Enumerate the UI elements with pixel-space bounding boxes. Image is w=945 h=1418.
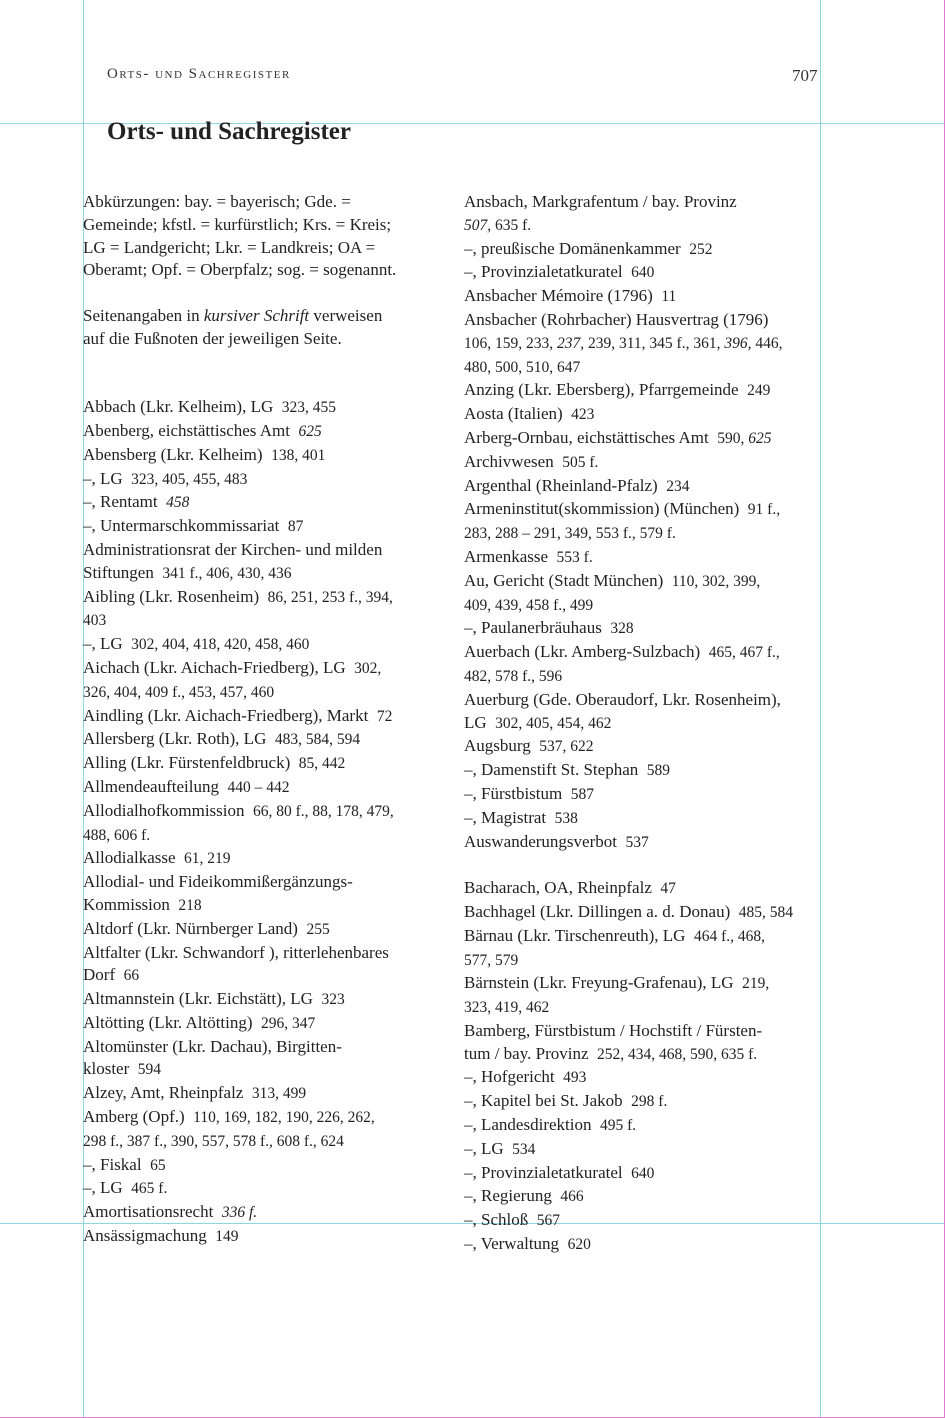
page-reference: 86, 251, 253 f., 394,	[267, 588, 393, 606]
index-entry	[464, 831, 820, 855]
running-head: Orts- und Sachregister	[107, 66, 291, 82]
page-reference: 336 f.	[221, 1204, 258, 1222]
page-reference: 87	[287, 518, 304, 536]
entry-term: Bamberg, Fürstbistum / Hochstift / Fürsten-	[464, 1020, 763, 1040]
index-entry	[83, 657, 438, 705]
entry-term: Augsburg	[464, 736, 531, 756]
abbreviations-line: Abkürzungen: bay. = bayerisch; Gde. =	[83, 192, 351, 211]
index-entry	[83, 515, 438, 539]
page-reference: 446,	[751, 334, 783, 352]
entry-term: Aibling (Lkr. Rosenheim)	[83, 586, 260, 606]
entry-term: Altomünster (Lkr. Dachau), Birgitten-	[83, 1036, 342, 1056]
entry-term: –, Provinzialetatkuratel	[464, 262, 623, 282]
index-entry	[83, 420, 438, 444]
entry-term: –, Damenstift St. Stephan	[464, 760, 639, 780]
entry-term: Kommission	[83, 894, 170, 914]
index-entry	[83, 1012, 438, 1036]
page-reference: 65	[150, 1156, 166, 1174]
page-reference: 640	[631, 264, 655, 282]
page-reference: 110, 302, 399,	[671, 572, 761, 590]
entry-term: Alzey, Amt, Rheinpfalz	[83, 1083, 244, 1103]
entry-term: –, Fürstbistum	[464, 783, 563, 803]
entry-term: –, Rentamt	[83, 492, 158, 512]
entry-term: Abensberg (Lkr. Kelheim)	[83, 444, 263, 464]
index-entry	[464, 238, 820, 262]
page-reference: 72	[376, 707, 393, 725]
entry-term: kloster	[83, 1059, 130, 1079]
page-reference-line	[83, 305, 438, 328]
index-entry	[83, 918, 438, 942]
page-reference: 480, 500, 510, 647	[464, 358, 581, 376]
page-reference: 302,	[354, 659, 382, 677]
page-reference: 493	[563, 1069, 587, 1087]
entry-term: Auerbach (Lkr. Amberg-Sulzbach)	[464, 642, 701, 662]
index-entry	[464, 1162, 820, 1186]
page-reference: 302, 404, 418, 420, 458, 460	[131, 636, 310, 654]
entry-term: Au, Gericht (Stadt München)	[464, 570, 664, 590]
entry-term: LG	[464, 712, 487, 732]
entry-term: Altdorf (Lkr. Nürnberger Land)	[83, 918, 298, 938]
index-entry	[464, 877, 820, 901]
page-reference: 341 f., 406, 430, 436	[162, 564, 292, 582]
page-reference: 625	[298, 422, 322, 440]
index-entry	[464, 451, 820, 475]
index-entries-right	[464, 191, 820, 1257]
page-reference: 298 f., 387 f., 390, 557, 578 f., 608 f., 624	[83, 1132, 344, 1150]
index-entry	[83, 942, 438, 989]
index-entry	[83, 539, 438, 586]
entry-term: Armenkasse	[464, 546, 549, 566]
page-reference: 488, 606 f.	[83, 826, 151, 844]
page-reference: 482, 578 f., 596	[464, 667, 563, 685]
page-reference: 635 f.	[491, 216, 532, 234]
index-entry	[464, 1090, 820, 1114]
entry-term: Aichach (Lkr. Aichach-Friedberg), LG	[83, 657, 346, 677]
page-reference: 423	[571, 406, 595, 424]
page-reference: 47	[660, 880, 676, 898]
entry-term: –, LG	[83, 634, 123, 654]
entry-term: –, Untermarschkommissariat	[83, 516, 280, 536]
index-entry	[83, 444, 438, 468]
page-reference: 323, 419, 462	[464, 999, 550, 1017]
entry-term: Ansässigmachung	[83, 1226, 207, 1246]
entry-term: –, Verwaltung	[464, 1234, 560, 1254]
entry-term: Amortisationsrecht	[83, 1202, 214, 1222]
entry-term: Altmannstein (Lkr. Eichstätt), LG	[83, 989, 313, 1009]
entry-term: Abbach (Lkr. Kelheim), LG	[83, 397, 274, 417]
page-reference: 440 – 442	[227, 778, 290, 796]
page-reference: 538	[554, 809, 578, 827]
index-entry	[83, 847, 438, 871]
entry-term: –, Regierung	[464, 1186, 552, 1206]
index-entry	[464, 972, 820, 1020]
index-entry	[464, 498, 820, 546]
page-reference: 465 f.	[131, 1180, 168, 1198]
entry-term: Allodialhofkommission	[83, 800, 245, 820]
page-reference: 625	[744, 429, 772, 447]
index-entry	[464, 783, 820, 807]
index-entry	[464, 689, 820, 736]
index-entry	[464, 403, 820, 427]
page-reference: 534	[512, 1140, 536, 1158]
index-entry	[83, 491, 438, 515]
page-reference: 110, 169, 182, 190, 226, 262,	[193, 1109, 375, 1127]
index-entry	[83, 988, 438, 1012]
page-reference: 66	[123, 967, 140, 985]
index-entry	[83, 468, 438, 492]
index-entry	[83, 1106, 438, 1154]
index-entry	[83, 1201, 438, 1225]
index-entry	[464, 901, 820, 925]
abbreviations-line: LG = Landgericht; Lkr. = Landkreis; OA =	[83, 237, 376, 257]
page-reference: 296, 347	[261, 1014, 316, 1032]
right-margin-guide	[820, 0, 821, 1418]
page-reference: 640	[631, 1164, 655, 1182]
page-reference: 302, 405, 454, 462	[495, 714, 612, 732]
entry-term: Auerburg (Gde. Oberaudorf, Lkr. Rosenheim),	[464, 689, 781, 709]
page-reference: 483, 584, 594	[274, 731, 361, 749]
entry-term: Arberg-Ornbau, eichstättisches Amt	[464, 427, 709, 447]
page-reference: 553 f.	[556, 548, 593, 566]
index-entry	[464, 1020, 820, 1067]
index-entries-left	[83, 396, 438, 1249]
page-reference: 537, 622	[539, 738, 594, 756]
entry-term: Allodial- und Fideikommißergänzungs-	[83, 872, 353, 892]
index-entry	[83, 633, 438, 657]
page-reference: 466	[560, 1188, 584, 1206]
index-entry	[464, 309, 820, 379]
index-entry	[83, 1154, 438, 1178]
entry-term: –, Hofgericht	[464, 1067, 555, 1087]
note-text: verweisen	[309, 305, 383, 325]
page-reference: 507,	[464, 216, 492, 234]
page-reference: 85, 442	[298, 755, 346, 773]
page-reference: 485, 584	[738, 903, 794, 921]
entry-term: Alling (Lkr. Fürstenfeldbruck)	[83, 753, 291, 773]
page-reference: 323	[321, 991, 345, 1009]
entry-term: Ansbacher Mémoire (1796)	[464, 286, 653, 306]
page-reference: 396,	[720, 334, 752, 352]
index-entry	[464, 735, 820, 759]
letter-section-gap	[464, 854, 820, 877]
index-entry	[464, 759, 820, 783]
abbreviations-note	[83, 191, 438, 282]
page-reference: 255	[306, 920, 330, 938]
page-reference: 149	[215, 1228, 239, 1246]
page-reference: 620	[567, 1236, 591, 1254]
entry-term: Armeninstitut(skommission) (München)	[464, 499, 740, 519]
entry-term: Administrationsrat der Kirchen- und milden	[83, 539, 383, 559]
page-reference: 458	[166, 494, 190, 512]
entry-term: Aosta (Italien)	[464, 404, 563, 424]
page-reference: 495 f.	[599, 1117, 637, 1135]
index-entry	[83, 800, 438, 848]
index-entry	[464, 570, 820, 618]
page-reference: 505 f.	[562, 453, 599, 471]
index-entry	[83, 1177, 438, 1201]
index-entry	[83, 871, 438, 918]
page-reference: 138, 401	[271, 446, 326, 464]
index-entry	[464, 807, 820, 831]
entry-term: Bärnstein (Lkr. Freyung-Grafenau), LG	[464, 973, 734, 993]
page-reference: 409, 439, 458 f., 499	[464, 596, 594, 614]
index-entry	[83, 396, 438, 420]
page-reference: 91 f.,	[747, 501, 781, 519]
page-reference: 252	[689, 240, 713, 258]
entry-term: –, LG	[83, 1178, 123, 1198]
entry-term: –, LG	[83, 468, 123, 488]
page-reference: 66, 80 f., 88, 178, 479,	[253, 802, 394, 820]
page-reference: 313, 499	[251, 1085, 307, 1103]
page-reference: 589	[646, 762, 670, 780]
abbreviations-line: Oberamt; Opf. = Oberpfalz; sog. = sogenannt.	[83, 260, 397, 280]
page-reference: 590,	[717, 429, 745, 447]
entry-term: –, Magistrat	[464, 807, 547, 827]
index-entry	[464, 427, 820, 451]
page-reference: 326, 404, 409 f., 453, 457, 460	[83, 683, 275, 701]
page-reference: 403	[83, 612, 107, 630]
page-reference: 594	[137, 1061, 162, 1079]
page-reference: 249	[747, 382, 771, 400]
entry-term: Allersberg (Lkr. Roth), LG	[83, 729, 267, 749]
index-entry	[83, 728, 438, 752]
page-reference-note	[83, 305, 438, 351]
entry-term: –, Landesdirektion	[464, 1115, 592, 1135]
index-entry	[464, 546, 820, 570]
entry-term: –, Fiskal	[83, 1154, 142, 1174]
page-reference: 237,	[553, 334, 585, 352]
page-reference: 11	[661, 288, 677, 306]
index-entry	[464, 1185, 820, 1209]
entry-term: –, LG	[464, 1138, 504, 1158]
page-reference: 61, 219	[184, 850, 231, 868]
index-entry	[83, 705, 438, 729]
index-entry	[464, 475, 820, 499]
index-entry	[464, 1066, 820, 1090]
entry-term: Argenthal (Rheinland-Pfalz)	[464, 475, 658, 495]
entry-term: Allodialkasse	[83, 848, 176, 868]
entry-term: –, Paulanerbräuhaus	[464, 618, 602, 638]
entry-term: Abenberg, eichstättisches Amt	[83, 420, 290, 440]
index-entry	[83, 586, 438, 634]
page-reference: 577, 579	[464, 951, 519, 969]
entry-term: Allmendeaufteilung	[83, 776, 219, 796]
page-reference: 239, 311, 345 f., 361,	[584, 334, 721, 352]
index-entry	[464, 1233, 820, 1257]
entry-term: Stiftungen	[83, 562, 154, 582]
entry-term: Amberg (Opf.)	[83, 1107, 185, 1127]
page-reference: 587	[570, 785, 594, 803]
page-reference: 328	[610, 620, 634, 638]
index-entry	[464, 1209, 820, 1233]
entry-term: Auswanderungsverbot	[464, 831, 617, 851]
entry-term: –, Kapitel bei St. Jakob	[464, 1091, 623, 1111]
index-entry	[464, 641, 820, 689]
note-italic-text: kursiver Schrift	[203, 305, 310, 325]
index-entry	[83, 1036, 438, 1083]
index-entry	[83, 1225, 438, 1249]
entry-term: Ansbach, Markgrafentum / bay. Provinz	[464, 192, 737, 211]
index-entry	[464, 191, 820, 238]
entry-term: Bacharach, OA, Rheinpfalz	[464, 878, 652, 898]
index-entry	[83, 752, 438, 776]
index-entry	[83, 1082, 438, 1106]
index-entry	[464, 1138, 820, 1162]
entry-term: Archivwesen	[464, 451, 554, 471]
entry-term: –, Provinzialetatkuratel	[464, 1162, 623, 1182]
page-reference: 465, 467 f.,	[708, 644, 780, 662]
index-column-left	[83, 191, 438, 1249]
page-reference: 283, 288 – 291, 349, 553 f., 579 f.	[464, 525, 676, 543]
page-reference: 234	[666, 477, 690, 495]
index-entry	[464, 261, 820, 285]
entry-term: Altötting (Lkr. Altötting)	[83, 1012, 253, 1032]
page-title: Orts- und Sachregister	[107, 118, 351, 145]
index-entry	[464, 379, 820, 403]
page-reference: 218	[178, 896, 202, 914]
page-reference: 323, 405, 455, 483	[131, 470, 248, 488]
index-entry	[464, 285, 820, 309]
page-reference: 464 f., 468,	[693, 927, 765, 945]
entry-term: –, Schloß	[464, 1210, 529, 1230]
entry-term: –, preußische Domänenkammer	[464, 238, 681, 258]
index-entry	[83, 776, 438, 800]
entry-term: tum / bay. Provinz	[464, 1043, 589, 1063]
entry-term: Ansbacher (Rohrbacher) Hausvertrag (1796)	[464, 309, 769, 329]
note-text: Seitenangaben in	[83, 305, 204, 325]
page-reference: 298 f.	[631, 1093, 668, 1111]
entry-term: Bachhagel (Lkr. Dillingen a. d. Donau)	[464, 901, 731, 921]
page-number: 707	[792, 66, 818, 85]
index-entry	[464, 1114, 820, 1138]
abbreviations-line: Gemeinde; kfstl. = kurfürstlich; Krs. = Kreis;	[83, 214, 392, 234]
page-reference: 106, 159, 233,	[464, 334, 554, 352]
page-reference: 219,	[742, 975, 770, 993]
entry-term: Aindling (Lkr. Aichach-Friedberg), Markt	[83, 705, 369, 725]
page-reference: 567	[536, 1212, 560, 1230]
index-column-right	[464, 191, 820, 1257]
page-reference: 537	[625, 833, 649, 851]
entry-term: Dorf	[83, 965, 116, 985]
index-entry	[464, 617, 820, 641]
page-reference: 252, 434, 468, 590, 635 f.	[597, 1045, 758, 1063]
page-reference: 323, 455	[281, 399, 336, 417]
entry-term: Altfalter (Lkr. Schwandorf ), ritterlehenbares	[83, 942, 389, 962]
entry-term: Bärnau (Lkr. Tirschenreuth), LG	[464, 925, 686, 945]
index-entry	[464, 925, 820, 973]
entry-term: Anzing (Lkr. Ebersberg), Pfarrgemeinde	[464, 380, 739, 400]
page-reference-line: auf die Fußnoten der jeweiligen Seite.	[83, 328, 342, 348]
